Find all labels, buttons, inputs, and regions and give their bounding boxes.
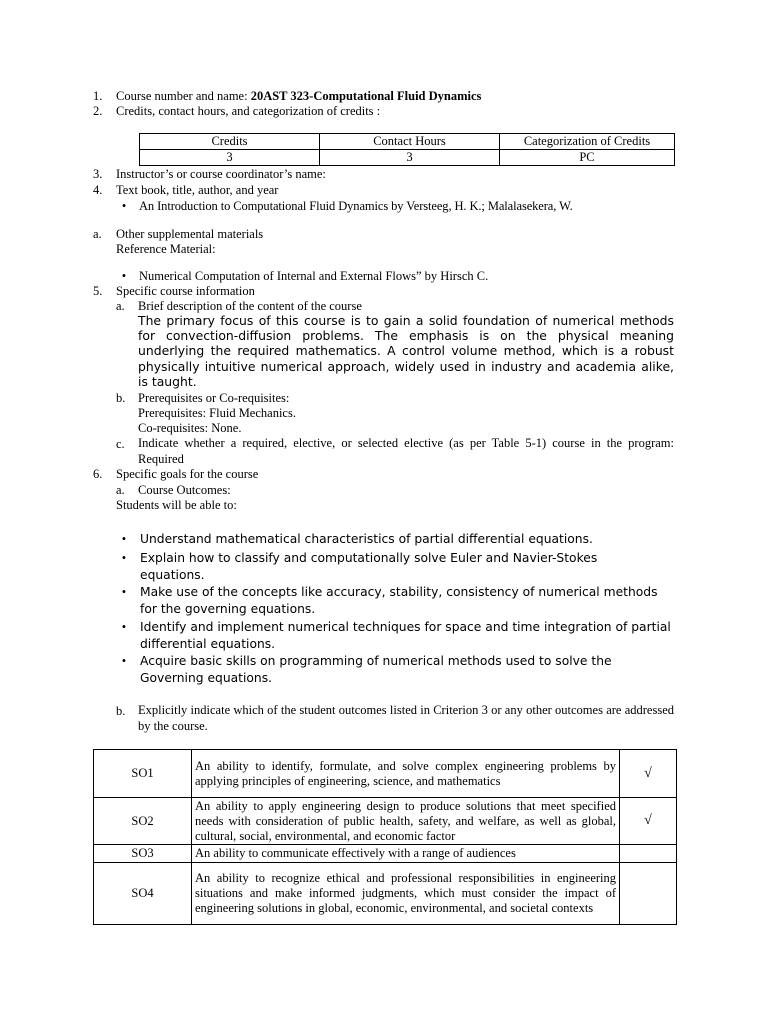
outcome-text: Acquire basic skills on programming of numerical methods used to solve the Governing equations. [140, 654, 612, 685]
so-description: An ability to recognize ethical and professional responsibilities in engineering situations and make informed judgments, which must consider the impact of engineering solutions in global, economic, environmental, and societal contexts [192, 863, 620, 925]
bullet-icon: • [121, 532, 127, 546]
so-code: SO2 [94, 798, 192, 845]
bullet-icon: • [121, 585, 127, 599]
instructor-label: Instructor’s or course coordinator’s name: [116, 167, 326, 181]
bullet-icon: • [121, 620, 127, 634]
categorization-value: PC [500, 150, 675, 166]
credits-header-categorization: Categorization of Credits [500, 134, 675, 150]
course-info-label: Specific course information [116, 284, 255, 298]
outcome-text: Identify and implement numerical techniques for space and time integration of partial differential equations. [140, 620, 671, 651]
credits-header-contact-hours: Contact Hours [320, 134, 500, 150]
supplemental-label: Other supplemental materials [116, 227, 264, 241]
so-description: An ability to communicate effectively with a range of audiences [192, 845, 620, 863]
textbook-label: Text book, title, author, and year [116, 183, 279, 197]
credits-table [139, 133, 675, 166]
item-letter: c. [116, 437, 125, 451]
reference-title: Numerical Computation of Internal and External Flows” by Hirsch C. [139, 269, 489, 283]
credits-header-row [140, 134, 675, 150]
so-description: An ability to apply engineering design to produce solutions that meet specified needs with consideration of public health, safety, and welfare, as well as global, cultural, social, environmental, and economic factor [192, 798, 620, 845]
bullet-icon: • [121, 654, 127, 668]
course-label: Course number and name: [116, 89, 251, 103]
description-label: Brief description of the content of the course [138, 299, 362, 313]
item-number: 4. [93, 183, 103, 197]
item-number: 5. [93, 284, 103, 298]
student-outcomes-table [93, 749, 677, 925]
student-outcomes-instruction: Explicitly indicate which of the student outcomes listed in Criterion 3 or any other outcomes are addressed by the course. [138, 703, 674, 733]
course-type: Indicate whether a required, elective, or selected elective (as per Table 5-1) course in the program: Required [138, 436, 674, 466]
contact-hours-value: 3 [320, 150, 500, 166]
outcomes-label: Course Outcomes: [138, 483, 231, 497]
item-number: 6. [93, 467, 103, 481]
so-description: An ability to identify, formulate, and solve complex engineering problems by applying principles of engineering, science, and mathematics [192, 750, 620, 798]
item-number: 3. [93, 167, 103, 181]
so-check-mark: √ [620, 798, 677, 845]
corequisites: Co-requisites: None. [138, 421, 242, 435]
so-check-mark [620, 845, 677, 863]
item-letter: a. [93, 227, 102, 241]
so-code: SO4 [94, 863, 192, 925]
outcome-text: Explain how to classify and computationally solve Euler and Navier-Stokes equations. [140, 551, 598, 582]
prerequisites: Prerequisites: Fluid Mechanics. [138, 406, 296, 420]
bullet-icon: • [121, 551, 127, 565]
table-row [94, 798, 677, 845]
so-check-mark [620, 863, 677, 925]
item-letter: a. [116, 299, 125, 313]
so-code: SO3 [94, 845, 192, 863]
reference-material-label: Reference Material: [116, 242, 216, 256]
credits-heading: Credits, contact hours, and categorization of credits : [116, 104, 381, 118]
item-letter: b. [116, 391, 126, 405]
item-letter: b. [116, 704, 126, 718]
students-able-label: Students will be able to: [116, 498, 237, 512]
credits-value: 3 [140, 150, 320, 166]
credits-value-row [140, 150, 675, 166]
prereq-label: Prerequisites or Co-requisites: [138, 391, 290, 405]
bullet-icon: • [121, 269, 127, 283]
item-number: 2. [93, 104, 103, 118]
course-line [116, 88, 481, 104]
credits-header-credits: Credits [140, 134, 320, 150]
bullet-icon: • [121, 199, 127, 213]
item-letter: a. [116, 483, 125, 497]
outcome-text: Make use of the concepts like accuracy, stability, consistency of numerical methods for the governing equations. [140, 585, 658, 616]
table-row [94, 845, 677, 863]
item-number: 1. [93, 89, 103, 103]
textbook-title: An Introduction to Computational Fluid Dynamics by Versteeg, H. K.; Malalasekera, W. [139, 199, 573, 213]
goals-label: Specific goals for the course [116, 467, 259, 481]
outcome-text: Understand mathematical characteristics of partial differential equations. [140, 532, 593, 546]
table-row [94, 750, 677, 798]
so-code: SO1 [94, 750, 192, 798]
so-check-mark: √ [620, 750, 677, 798]
table-row [94, 863, 677, 925]
course-name: 20AST 323-Computational Fluid Dynamics [250, 89, 482, 103]
course-description: The primary focus of this course is to gain a solid foundation of numerical methods for convection-diffusion problems. The emphasis is on the physical meaning underlying the required mathematics. A control volume method, which is a robust physically intuitive numerical approach, widely used in industry and academia alike, is taught. [138, 313, 674, 389]
